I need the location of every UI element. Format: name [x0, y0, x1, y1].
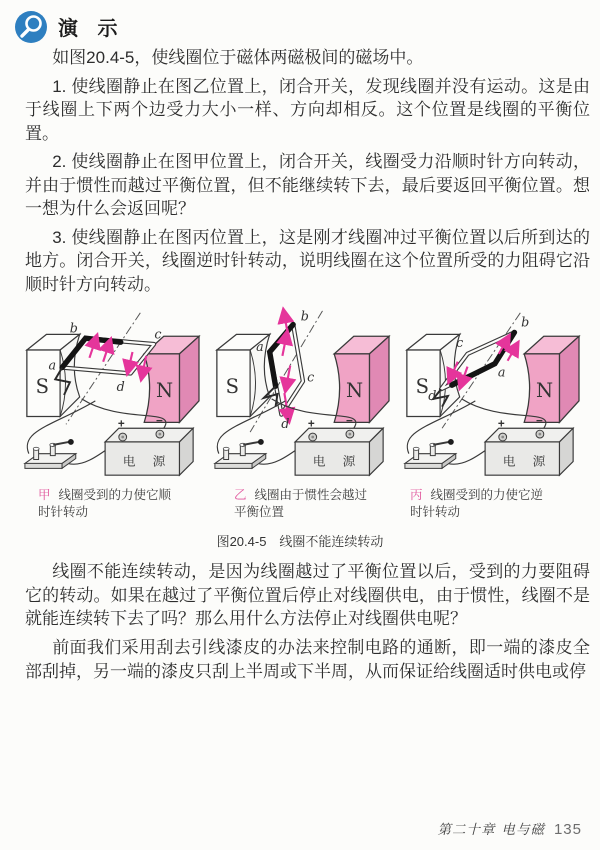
caption-yi-tag: 乙 — [234, 488, 247, 502]
caption-jia — [38, 487, 172, 521]
coil-label-a: a — [256, 338, 264, 354]
coil-label-c: c — [456, 335, 464, 351]
caption-bing — [410, 487, 544, 521]
footer-subject: 电与磁 — [501, 822, 545, 838]
coil-label-c: c — [307, 369, 315, 385]
figure-row — [0, 305, 600, 483]
coil-label-d: d — [428, 387, 437, 403]
paragraph-1: 如图20.4-5，使线圈位于磁体两磁极间的磁场中。 — [52, 48, 424, 67]
coil-label-b: b — [300, 308, 309, 324]
caption-bing-text: 线圈受到的力使它逆时针转动 — [410, 488, 544, 519]
diagram-yi — [206, 305, 394, 483]
coil-label-d: d — [116, 379, 125, 395]
figure-caption: 图20.4-5 线圈不能连续转动 — [216, 534, 384, 549]
panel-captions — [0, 487, 600, 521]
caption-bing-tag: 丙 — [410, 488, 423, 502]
caption-yi-text: 线圈由于惯性会越过平衡位置 — [234, 488, 368, 519]
body-text — [25, 560, 590, 684]
diagram-jia — [16, 305, 204, 483]
paragraph-4: 3. 使线圈静止在图丙位置上，这是刚才线圈冲过平衡位置以后所到达的地方。闭合开关，线圈逆时针转动，说明线圈在这个位置所受的力阻碍它沿顺时针方向转动。 — [25, 227, 590, 294]
caption-jia-tag: 甲 — [38, 488, 51, 502]
coil-label-b: b — [69, 320, 78, 336]
footer-page-number: 135 — [553, 821, 582, 838]
footer-chapter: 第二十章 — [437, 822, 496, 838]
intro-text — [25, 46, 590, 296]
coil-label-d: d — [281, 416, 290, 432]
coil-vertical — [264, 325, 303, 415]
diagram-bing — [396, 305, 584, 483]
paragraph-6: 前面我们采用刮去引线漆皮的办法来控制电路的通断，即一端的漆皮全部刮掉，另一端的漆皮只刮上半周或下半周，从而保证给线圈适时供电或停 — [25, 638, 590, 681]
paragraph-3: 2. 使线圈静止在图甲位置上，闭合开关，线圈受力沿顺时针方向转动，并由于惯性而越过平衡位置，但不能继续转下去，最后要返回平衡位置。想一想为什么会返回呢？ — [25, 152, 590, 218]
caption-jia-text: 线圈受到的力使它顺时针转动 — [38, 488, 172, 519]
caption-yi — [234, 487, 368, 521]
paragraph-2: 1. 使线圈静止在图乙位置上，闭合开关，发现线圈并没有运动。这是由于线圈上下两个边受力大小一样、方向却相反。这个位置是线圈的平衡位置。 — [25, 76, 590, 143]
page-footer — [437, 818, 582, 838]
coil-label-b: b — [521, 314, 530, 330]
coil-label-a: a — [497, 364, 506, 380]
demo-header — [0, 0, 600, 44]
paragraph-5: 线圈不能连续转动，是因为线圈越过了平衡位置以后，受到的力要阻碍它的转动。如果在越过了平衡位置后停止对线圈供电，由于惯性，线圈不是就能连续转下去了吗？那么用什么方法停止对线圈供电呢？ — [25, 562, 590, 629]
section-title: 演 示 — [58, 18, 125, 40]
coil-label-c: c — [154, 326, 162, 342]
magnifier-icon — [14, 10, 48, 44]
coil-label-a: a — [48, 357, 57, 373]
